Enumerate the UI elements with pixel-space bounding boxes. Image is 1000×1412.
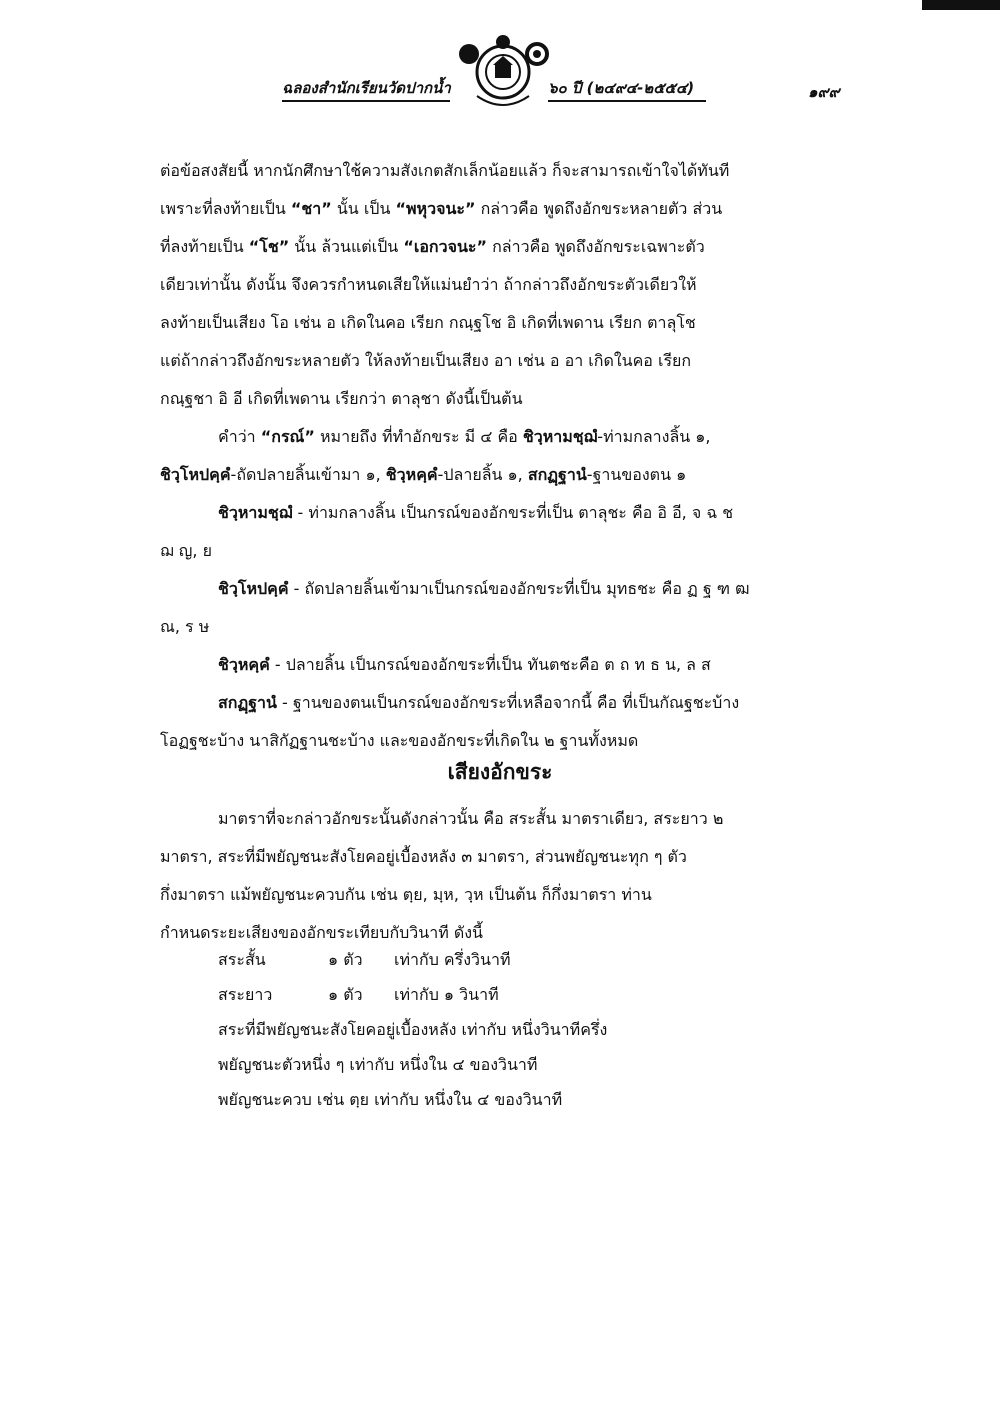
paragraph-line: กึ่งมาตรา แม้พยัญชนะควบกัน เช่น ตฺย, มฺห, วฺห เป็นต้น ก็กึ่งมาตรา ท่าน <box>160 885 652 904</box>
duration-row <box>218 942 607 977</box>
paragraph-line: มาตรา, สระที่มีพยัญชนะสังโยคอยู่เบื้องหลัง ๓ มาตรา, ส่วนพยัญชนะทุก ๆ ตัว <box>160 847 687 866</box>
definition-line: ชิวฺโหปคฺคํ - ถัดปลายลิ้นเข้ามาเป็นกรณ์ของอักขระที่เป็น มุทธชะ คือ ฏ ฐ ฑ ฒ <box>218 579 750 598</box>
paragraph-line: เดียวเท่านั้น ดังนั้น จึงควรกำหนดเสียให้แม่นยำว่า ถ้ากล่าวถึงอักขระตัวเดียวให้ <box>160 275 697 294</box>
section-heading: เสียงอักขระ <box>447 760 553 784</box>
paragraph-line: กณฺฐชา อิ อี เกิดที่เพดาน เรียกว่า ตาลุชา ดังนี้เป็นต้น <box>160 389 523 408</box>
definition-line: สกฏฺฐานํ - ฐานของตนเป็นกรณ์ของอักขระที่เหลือจากนี้ คือ ที่เป็นกัณฐชะบ้าง <box>218 693 740 712</box>
duration-count: ๑ ตัว <box>328 950 363 969</box>
definition-line: โอฏฐชะบ้าง นาสิกัฏฐานชะบ้าง และของอักขระที่เกิดใน ๒ ฐานทั้งหมด <box>160 731 639 750</box>
duration-count: ๑ ตัว <box>328 985 363 1004</box>
definition-line: ชิวฺหคฺคํ - ปลายลิ้น เป็นกรณ์ของอักขระที่เป็น ทันตชะคือ ต ถ ท ธ น, ล ส <box>218 655 711 674</box>
duration-row: สระที่มีพยัญชนะสังโยคอยู่เบื้องหลัง เท่ากับ หนึ่งวินาทีครึ่ง <box>218 1020 608 1039</box>
header-rule-left <box>282 100 450 102</box>
scan-corner-mark <box>922 0 1000 10</box>
definition-line: ฌ ญ, ย <box>160 541 212 560</box>
main-text-block <box>160 152 846 760</box>
temple-seal-icon <box>455 34 551 114</box>
definition-line: ชิวฺหามชฺฌํ - ท่ามกลางลิ้น เป็นกรณ์ของอักขระที่เป็น ตาลุชะ คือ อิ อี, จ ฉ ช <box>218 503 734 522</box>
paragraph-line: ต่อข้อสงสัยนี้ หากนักศึกษาใช้ความสังเกตสักเล็กน้อยแล้ว ก็จะสามารถเข้าใจได้ทันที <box>160 161 730 180</box>
definition-line: ณ, ร ษ <box>160 617 210 636</box>
duration-value: เท่ากับ ๑ วินาที <box>394 985 499 1004</box>
header-anniversary: ๖๐ ปี (๒๔๙๔-๒๕๕๔) <box>548 79 695 97</box>
page-number: ๑๙๙ <box>808 83 840 101</box>
header-title: ฉลองสำนักเรียนวัดปากน้ำ <box>282 79 451 97</box>
duration-label: สระยาว <box>218 985 273 1004</box>
paragraph-line: เพราะที่ลงท้ายเป็น “ชา” นั้น เป็น “พหุวจนะ” กล่าวคือ พูดถึงอักขระหลายตัว ส่วน <box>160 199 723 218</box>
paragraph-line: ที่ลงท้ายเป็น “โช” นั้น ล้วนแต่เป็น “เอกวจนะ” กล่าวคือ พูดถึงอักขระเฉพาะตัว <box>160 237 705 256</box>
duration-row: พยัญชนะควบ เช่น ตฺย เท่ากับ หนึ่งใน ๔ ของวินาที <box>218 1090 563 1109</box>
paragraph-line: กำหนดระยะเสียงของอักขระเทียบกับวินาที ดังนี้ <box>160 923 483 942</box>
duration-row: พยัญชนะตัวหนึ่ง ๆ เท่ากับ หนึ่งใน ๔ ของวินาที <box>218 1055 538 1074</box>
paragraph-line: แต่ถ้ากล่าวถึงอักขระหลายตัว ให้ลงท้ายเป็นเสียง อา เช่น อ อา เกิดในคอ เรียก <box>160 351 692 370</box>
paragraph-line: มาตราที่จะกล่าวอักขระนั้นดังกล่าวนั้น คือ สระสั้น มาตราเดียว, สระยาว ๒ <box>218 809 724 828</box>
duration-label: สระสั้น <box>218 950 266 969</box>
page-header <box>0 34 1000 114</box>
paragraph-line: คำว่า “กรณ์” หมายถึง ที่ทำอักขระ มี ๔ คือ ชิวฺหามชฺฌํ-ท่ามกลางลิ้น ๑, <box>218 427 711 446</box>
paragraph-line: ชิวฺโหปคฺคํ-ถัดปลายลิ้นเข้ามา ๑, ชิวฺหคฺคํ-ปลายลิ้น ๑, สกฏฺฐานํ-ฐานของตน ๑ <box>160 465 687 484</box>
duration-value: เท่ากับ ครึ่งวินาที <box>394 950 511 969</box>
header-rule-right <box>548 100 706 102</box>
section-text-block <box>160 800 846 952</box>
duration-list <box>218 942 607 1117</box>
paragraph-line: ลงท้ายเป็นเสียง โอ เช่น อ เกิดในคอ เรียก กณฺฐโช อิ เกิดที่เพดาน เรียก ตาลุโช <box>160 313 696 332</box>
duration-row <box>218 977 607 1012</box>
